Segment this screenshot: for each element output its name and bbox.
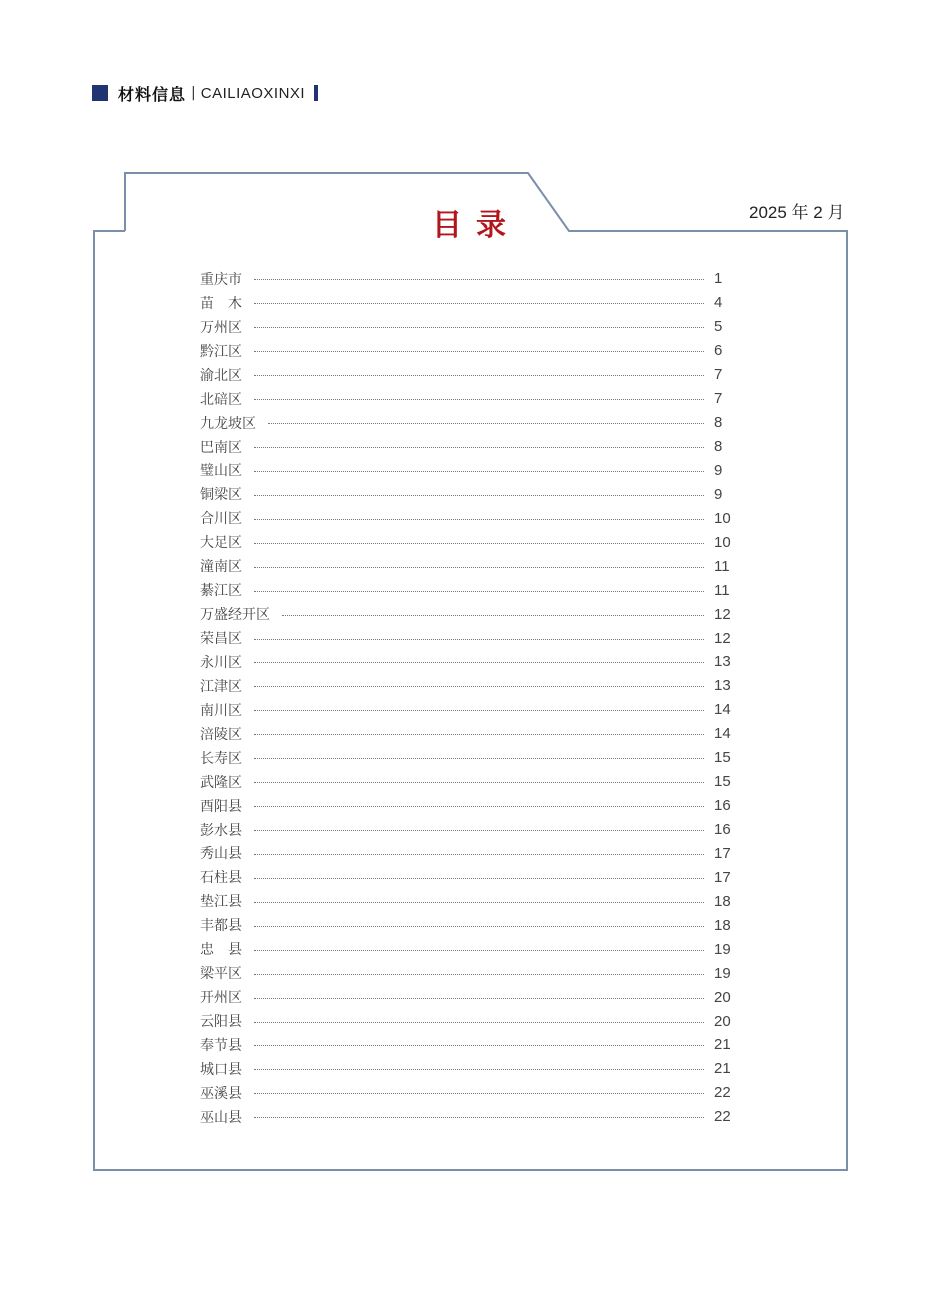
toc-entry-page: 14 [714,701,731,719]
toc-entry-page: 6 [714,342,723,360]
toc-entry-page: 14 [714,725,731,743]
toc-entry-name: 石柱县 [200,870,242,887]
toc-entry-name: 万盛经开区 [200,607,270,624]
toc-entry-name: 涪陵区 [200,726,242,743]
toc-entry-name: 黔江区 [200,343,242,360]
toc-entry-name: 九龙坡区 [200,415,256,432]
toc-entry-page: 17 [714,844,731,862]
toc-entry-name: 丰都县 [200,918,242,935]
toc-entry-page: 19 [714,964,731,982]
toc-dot-leader [254,734,704,735]
toc-entry[interactable] [200,842,760,866]
toc-dot-leader [254,830,704,831]
toc-entry-page: 21 [714,1060,731,1078]
toc-entry-page: 9 [714,461,723,479]
toc-dot-leader [254,878,704,879]
toc-entry-name: 垫江县 [200,894,242,911]
toc-dot-leader [254,902,704,903]
toc-entry-page: 12 [714,605,731,623]
toc-entry[interactable] [200,291,760,315]
toc-entry-page: 10 [714,533,731,551]
toc-entry-name: 綦江区 [200,583,242,600]
toc-entry[interactable] [200,554,760,578]
toc-dot-leader [254,519,704,520]
toc-entry-name: 秀山县 [200,846,242,863]
toc-dot-leader [254,1069,704,1070]
toc-dot-leader [254,327,704,328]
toc-dot-leader [254,926,704,927]
toc-entry-name: 酉阳县 [200,798,242,815]
toc-entry-page: 11 [714,581,730,599]
toc-entry-name: 梁平区 [200,966,242,983]
toc-entry-name: 长寿区 [200,750,242,767]
toc-entry-page: 1 [714,270,723,288]
toc-entry-page: 16 [714,821,731,839]
toc-dot-leader [254,639,704,640]
toc-dot-leader [254,1117,704,1118]
toc-dot-leader [254,279,704,280]
header-subtitle: CAILIAOXINXI [200,84,306,102]
toc-entry-page: 4 [714,294,723,312]
toc-entry-page: 17 [714,868,731,886]
header-separator: | [191,85,196,101]
toc-entry-page: 21 [714,1036,731,1054]
toc-entry[interactable] [200,363,760,387]
toc-entry-name: 南川区 [200,702,242,719]
toc-entry[interactable] [200,889,760,913]
toc-entry-page: 20 [714,988,731,1006]
toc-entry[interactable] [200,411,760,435]
toc-entry[interactable] [200,506,760,530]
toc-entry-page: 18 [714,892,731,910]
toc-entry-page: 19 [714,940,731,958]
toc-entry-page: 9 [714,485,723,503]
toc-entry-page: 22 [714,1084,731,1102]
toc-dot-leader [254,782,704,783]
toc-heading: 目录 [432,208,520,243]
toc-entry-name: 巫溪县 [200,1085,242,1102]
toc-entry-name: 武隆区 [200,774,242,791]
toc-entry-name: 苗 木 [200,295,242,312]
toc-entry-name: 永川区 [200,654,242,671]
toc-dot-leader [254,591,704,592]
toc-entry-name: 奉节县 [200,1037,242,1054]
toc-entry[interactable] [200,530,760,554]
toc-entry[interactable] [200,267,760,291]
toc-dot-leader [254,686,704,687]
toc-entry-page: 12 [714,629,731,647]
toc-entry-name: 巫山县 [200,1109,242,1126]
toc-entry-name: 忠 县 [200,942,242,959]
toc-entry-page: 22 [714,1108,731,1126]
toc-entry-name: 彭水县 [200,822,242,839]
toc-entry[interactable] [200,770,760,794]
toc-entry-page: 7 [714,366,723,384]
toc-dot-leader [268,423,704,424]
toc-entry-page: 5 [714,318,723,336]
toc-entry[interactable] [200,459,760,483]
toc-entry[interactable] [200,1081,760,1105]
toc-entry-name: 开州区 [200,990,242,1007]
toc-dot-leader [254,375,704,376]
toc-entry[interactable] [200,937,760,961]
toc-entry-page: 7 [714,390,723,408]
toc-entry-name: 北碚区 [200,391,242,408]
toc-dot-leader [254,998,704,999]
toc-dot-leader [254,351,704,352]
toc-entry-page: 11 [714,557,730,575]
header-title: 材料信息 [118,84,187,104]
toc-dot-leader [254,806,704,807]
toc-entry-page: 13 [714,677,731,695]
toc-entry[interactable] [200,794,760,818]
toc-entry-page: 15 [714,773,731,791]
toc-dot-leader [254,543,704,544]
toc-dot-leader [254,495,704,496]
toc-entry-name: 铜梁区 [200,487,242,504]
toc-entry[interactable] [200,1009,760,1033]
toc-entry-name: 璧山区 [200,463,242,480]
toc-entry[interactable] [200,746,760,770]
toc-entry-page: 8 [714,438,723,456]
toc-dot-leader [254,710,704,711]
toc-entry-page: 16 [714,797,731,815]
toc-entry[interactable] [200,626,760,650]
toc-entry[interactable] [200,578,760,602]
toc-dot-leader [254,950,704,951]
toc-entry-name: 合川区 [200,511,242,528]
issue-date: 2025 年 2 月 [749,203,845,222]
toc-entry[interactable] [200,865,760,889]
toc-entry[interactable] [200,698,760,722]
toc-dot-leader [282,615,704,616]
toc-entry-name: 云阳县 [200,1014,242,1031]
toc-entry-name: 渝北区 [200,367,242,384]
toc-dot-leader [254,662,704,663]
toc-entry[interactable] [200,315,760,339]
toc-entry[interactable] [200,722,760,746]
toc-dot-leader [254,974,704,975]
toc-entry[interactable] [200,1105,760,1129]
toc-entry[interactable] [200,985,760,1009]
toc-dot-leader [254,471,704,472]
toc-entry-page: 10 [714,509,731,527]
toc-dot-leader [254,854,704,855]
toc-entry-page: 15 [714,749,731,767]
toc-entry-page: 20 [714,1012,731,1030]
toc-entry-name: 巴南区 [200,439,242,456]
toc-dot-leader [254,1045,704,1046]
toc-dot-leader [254,447,704,448]
toc-entry[interactable] [200,602,760,626]
toc-entry-name: 大足区 [200,535,242,552]
toc-entry-name: 万州区 [200,319,242,336]
toc-entry[interactable] [200,913,760,937]
toc-entry[interactable] [200,435,760,459]
toc-entry[interactable] [200,674,760,698]
toc-entry[interactable] [200,650,760,674]
toc-entry[interactable] [200,339,760,363]
toc-entry-name: 潼南区 [200,559,242,576]
toc-entry-page: 18 [714,916,731,934]
toc-entry-page: 13 [714,653,731,671]
toc-dot-leader [254,1093,704,1094]
toc-entry-name: 荣昌区 [200,631,242,648]
toc-dot-leader [254,303,704,304]
toc-dot-leader [254,758,704,759]
toc-entry-name: 重庆市 [200,271,242,288]
toc-entry[interactable] [200,1057,760,1081]
toc-dot-leader [254,1022,704,1023]
toc-entry[interactable] [200,818,760,842]
toc-entry[interactable] [200,482,760,506]
toc-entry[interactable] [200,1033,760,1057]
toc-entry-name: 江津区 [200,678,242,695]
toc-entry[interactable] [200,961,760,985]
toc-entry-page: 8 [714,414,723,432]
toc-entry[interactable] [200,387,760,411]
toc-entry-name: 城口县 [200,1061,242,1078]
toc-list [200,267,760,1129]
toc-dot-leader [254,567,704,568]
toc-dot-leader [254,399,704,400]
